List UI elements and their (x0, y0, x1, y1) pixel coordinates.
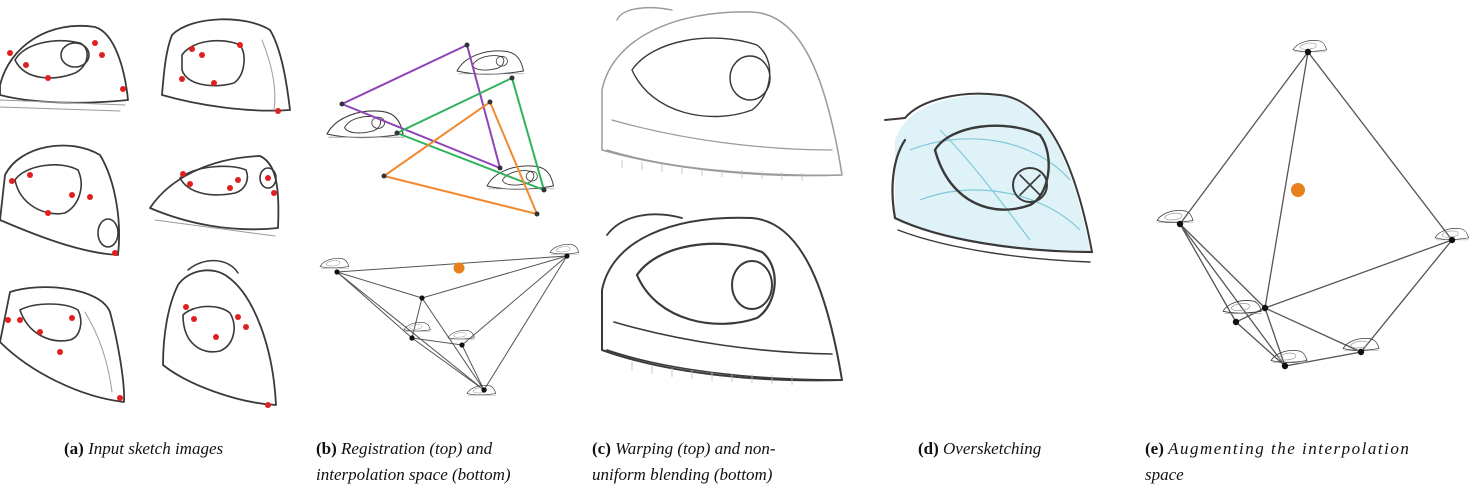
caption-a: (a) Input sketch images (64, 439, 224, 458)
iron-sketch-5 (0, 287, 124, 402)
query-point (454, 263, 465, 274)
caption-c: (c) Warping (top) and non- uniform blending (bottom) (592, 439, 776, 484)
panel-e-augmenting (1135, 0, 1472, 425)
caption-b: (b) Registration (top) and interpolation space (bottom) (316, 439, 511, 484)
augmented-interpolation-graph (1157, 40, 1469, 369)
panel-b-registration (312, 0, 587, 425)
iron-sketch-6 (163, 261, 276, 408)
iron-sketch-2 (162, 19, 290, 114)
caption-e: (e) Augmenting the interpolation space (1145, 439, 1411, 484)
blended-sketch-bottom (602, 214, 842, 385)
registration-diagram (327, 43, 554, 217)
iron-sketch-3 (0, 145, 119, 256)
query-point (1291, 183, 1305, 197)
panel-a-input-sketches (0, 0, 300, 425)
panel-c-warping (592, 0, 862, 425)
green-triangle (397, 78, 544, 190)
oversketched-iron (885, 94, 1092, 262)
warped-sketch-top (602, 8, 842, 181)
iron-sketch-1 (0, 26, 128, 111)
interpolation-space-diagram (320, 244, 579, 395)
caption-d: (d) Oversketching (918, 439, 1042, 458)
iron-sketch-4 (150, 156, 278, 236)
panel-d-oversketching (880, 0, 1120, 425)
